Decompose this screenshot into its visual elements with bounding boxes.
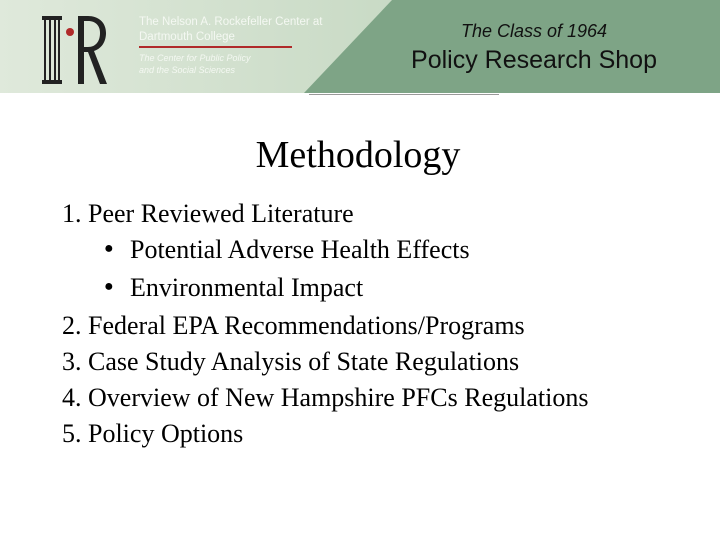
sub-list-item-label: Environmental Impact: [130, 273, 364, 303]
center-subtitle-line2: and the Social Sciences: [139, 65, 236, 75]
center-subtitle-line1: The Center for Public Policy: [139, 53, 251, 63]
center-name: [139, 15, 322, 45]
bullet-icon: ●: [104, 278, 114, 296]
list-item: 5. Policy Options: [62, 419, 244, 449]
sub-list-item: [62, 232, 588, 270]
sub-list-item: [62, 270, 588, 308]
header-underline: [309, 94, 499, 95]
center-name-line2: Dartmouth College: [139, 31, 235, 43]
sub-list-item-label: Potential Adverse Health Effects: [130, 235, 470, 264]
methodology-list: [62, 196, 588, 452]
bullet-icon: ●: [104, 240, 114, 258]
rockefeller-logo-icon: [40, 12, 108, 87]
header-divider: [139, 46, 292, 48]
center-name-line1: The Nelson A. Rockefeller Center at: [139, 16, 323, 28]
center-subtitle: [139, 52, 251, 76]
list-item: 4. Overview of New Hampshire PFCs Regulations: [62, 383, 589, 413]
list-item: 1. Peer Reviewed Literature: [62, 199, 354, 228]
list-item: 2. Federal EPA Recommendations/Programs: [62, 311, 525, 341]
slide-title: Methodology: [255, 134, 461, 176]
list-item: 3. Case Study Analysis of State Regulations: [62, 347, 520, 377]
slide-header: [0, 0, 720, 93]
shop-label: Policy Research Shop: [411, 46, 657, 74]
class-label: The Class of 1964: [460, 21, 608, 41]
